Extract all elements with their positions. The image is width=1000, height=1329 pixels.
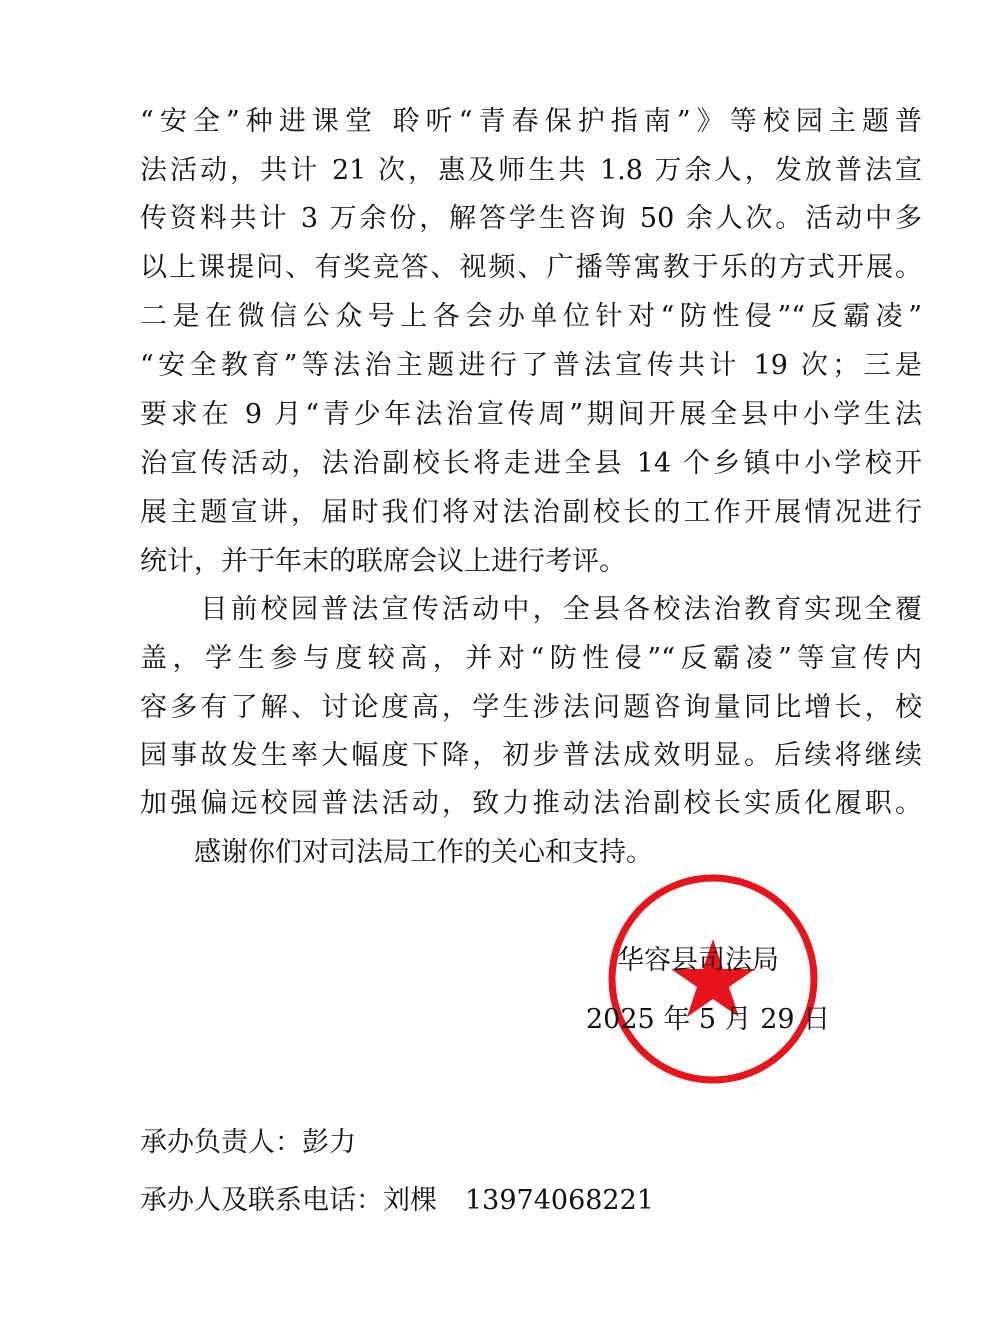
body-line: 目前校园普法宣传活动中，全县各校法治教育实现全覆: [140, 594, 922, 625]
contact-phone: 13974068221: [465, 1185, 654, 1216]
body-line: 感谢你们对司法局工作的关心和支持。: [140, 837, 653, 868]
body-line: 要求在 9 月“青少年法治宣传周”期间开展全县中小学生法: [140, 399, 922, 430]
body-line: 加强偏远校园普法活动，致力推动法治副校长实质化履职。: [140, 788, 922, 819]
body-line: 容多有了解、讨论度高，学生涉法问题咨询量同比增长，校: [140, 692, 922, 723]
responsible-person: [140, 1126, 356, 1160]
body-line: 二是在微信公众号上各会办单位针对“防性侵”“反霸凌”: [140, 301, 922, 332]
body-line: 治宣传活动，法治副校长将走进全县 14 个乡镇中小学校开: [140, 448, 922, 479]
body-line: 盖，学生参与度较高，并对“防性侵”“反霸凌”等宣传内: [140, 643, 922, 674]
body-line: 园事故发生率大幅度下降，初步普法成效明显。后续将继续: [140, 740, 922, 771]
contact-person: [140, 1184, 654, 1218]
contact-name: 刘棵: [383, 1185, 437, 1216]
official-seal: [602, 873, 824, 1085]
responsible-label: 承办负责人：: [140, 1127, 302, 1158]
body-line: “安全”种进课堂 聆听“青春保护指南”》等校园主题普: [140, 106, 922, 137]
contact-label: 承办人及联系电话：: [140, 1185, 383, 1216]
body-line: “安全教育”等法治主题进行了普法宣传共计 19 次；三是: [140, 350, 922, 381]
body-line: 统计，并于年末的联席会议上进行考评。: [140, 546, 626, 577]
body-line: 以上课提问、有奖竞答、视频、广播等寓教于乐的方式开展。: [140, 252, 922, 283]
body-line: 法活动，共计 21 次，惠及师生共 1.8 万余人，发放普法宣: [140, 155, 922, 186]
signature-date: 2025 年 5 月 29 日: [586, 1004, 831, 1035]
body-line: 传资料共计 3 万余份，解答学生咨询 50 余人次。活动中多: [140, 203, 922, 234]
signature-org: 华容县司法局: [617, 945, 779, 976]
responsible-name: 彭力: [302, 1127, 356, 1158]
body-line: 展主题宣讲，届时我们将对法治副校长的工作开展情况进行: [140, 497, 922, 528]
